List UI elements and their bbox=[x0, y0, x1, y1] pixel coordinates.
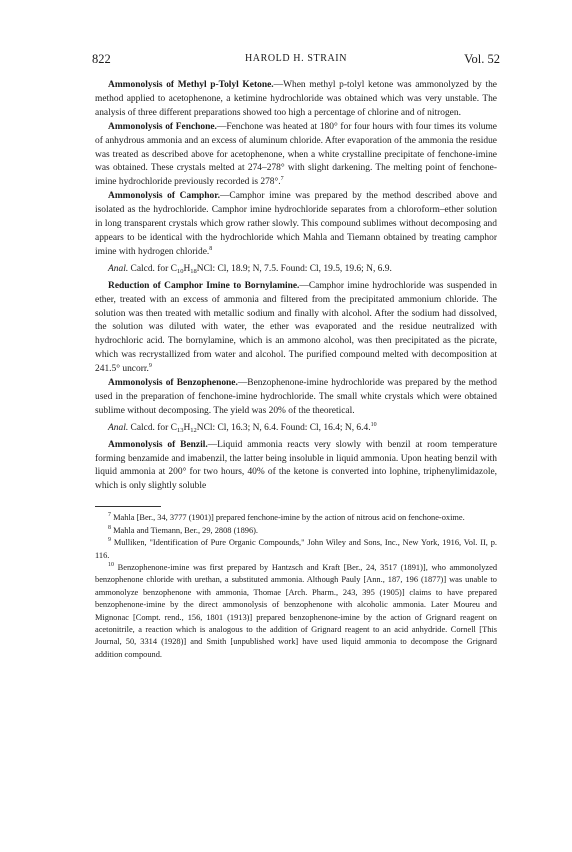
section-heading: Ammonolysis of Methyl p-Tolyl Ketone. bbox=[108, 80, 274, 90]
formula-part: H bbox=[183, 263, 191, 274]
page-number: 822 bbox=[92, 52, 111, 66]
footnote-ref: 9 bbox=[148, 363, 152, 370]
footnote-ref: 8 bbox=[209, 245, 213, 252]
footnote-ref: 7 bbox=[280, 176, 284, 183]
anal-label: Anal. bbox=[108, 263, 129, 274]
section-heading: Ammonolysis of Camphor. bbox=[108, 191, 220, 202]
footnote-divider bbox=[95, 506, 161, 507]
calcd-text: Calcd. for C bbox=[130, 422, 177, 433]
footnote-number: 7 bbox=[108, 512, 111, 519]
paragraph-bornylamine bbox=[95, 280, 497, 377]
paragraph-text: —Benzophenone-imine hydrochloride was prepared by the method used in the preparation of fenchone-imine hydrochloride. The small white crystals which were obtained sublime without decomposing. The yield was 20% of the theoretical. bbox=[95, 378, 497, 416]
footnote-10 bbox=[95, 562, 497, 661]
paragraph-text: —Camphor imine hydrochloride was suspended in ether, treated with an excess of ammonia and filtered from the precipitated ammonium chloride. The solution was then treated with metallic sodium and finally with alcohol. After the sodium had dissolved, the solution was diluted with water, the ether was evaporated and the residue neutralized with hydrochloric acid. The bornylamine, which is an ammono alcohol, was then precipitated as the picrate, which was recrystallized from water and alcohol. The purified compound melted with decomposition at 241.5° uncorr. bbox=[95, 280, 497, 375]
paragraph-text: —Camphor imine was prepared by the method described above and isolated as the hydrochloride. Camphor imine hydrochloride separates from a chloroform–ether solution in long transparent crystals which grow rather slowly. This compound sublimes without decomposing and appears to be identical with the hydrochloride which Mahla and Tiemann obtained by treating camphor imine with hydrogen chloride. bbox=[95, 191, 498, 257]
formula-part: H bbox=[183, 422, 191, 433]
section-heading: Reduction of Camphor Imine to Bornylamine. bbox=[108, 280, 300, 291]
journal-page bbox=[92, 52, 500, 661]
paragraph-text: —When methyl p-tolyl ketone was ammonolyzed by the method applied to acetophenone, a ketimine hydrochloride was obtained which was very unstable. The analysis of three different preparations showed too high a percentage of chlorine and of nitrogen. bbox=[95, 80, 497, 118]
footnote-text: Benzophenone-imine was first prepared by Hantzsch and Kraft [Ber., 24, 3517 (1891)], who ammonolyzed benzophenone chloride with urethan, a substituted ammonia. Although Pauly [Ann., 187, 196 (1877)] was unable to ammonolyze benzophenone with ammonia, Thomae [Arch. Pharm., 243, 395 (1905)] claims to have prepared benzophenone-imine by the direct ammonolysis of benzophenone with alcoholic ammonia. Later Moureu and Mignonac [Compt. rend., 156, 1801 (1913)] prepared benzophenone-imine by the action of Grignard reagent on acetonitrile, a reaction which is analogous to the addition of Grignard reagent to an acid anhydride. Cornell [This Journal, 50, 3314 (1928)] and Smith [unpublished work] have used liquid ammonia to decompose the Grignard addition compound. bbox=[95, 562, 498, 659]
footnote-number: 9 bbox=[108, 537, 111, 544]
paragraph-fenchone bbox=[95, 121, 497, 191]
footnote-7 bbox=[95, 512, 497, 524]
paragraph-benzophenone bbox=[95, 377, 497, 419]
footnote-text: Mulliken, "Identification of Pure Organic Compounds," John Wiley and Sons, Inc., New York, 1916, Vol. II, p. 116. bbox=[95, 538, 498, 560]
subscript: 12 bbox=[190, 426, 197, 434]
formula-part: NCl: Cl, 16.3; N, 6.4. Found: Cl, 16.4; N, 6.4. bbox=[196, 422, 371, 433]
formula-part: NCl: Cl, 18.9; N, 7.5. Found: Cl, 19.5, 19.6; N, 6.9. bbox=[196, 263, 392, 274]
section-heading: Ammonolysis of Fenchone. bbox=[108, 121, 217, 132]
volume-label: Vol. 52 bbox=[464, 52, 500, 66]
analysis-camphor-imine bbox=[95, 263, 497, 277]
paragraph-benzil bbox=[95, 439, 497, 495]
footnote-ref: 10 bbox=[370, 421, 377, 428]
paragraph-methyl-p-tolyl-ketone bbox=[95, 79, 497, 121]
subscript: 10 bbox=[176, 267, 184, 275]
footnote-text: Mahla and Tiemann, Ber., 29, 2808 (1896). bbox=[113, 525, 259, 535]
analysis-benzophenone-imine bbox=[95, 422, 497, 436]
footnote-9 bbox=[95, 537, 497, 562]
subscript: 13 bbox=[176, 426, 184, 434]
section-heading: Ammonolysis of Benzophenone. bbox=[108, 378, 238, 389]
footnote-text: Mahla [Ber., 34, 3777 (1901)] prepared fenchone-imine by the action of nitrous acid on fenchone-oxime. bbox=[113, 513, 465, 523]
subscript: 18 bbox=[190, 267, 197, 275]
section-heading: Ammonolysis of Benzil. bbox=[108, 439, 208, 450]
calcd-text: Calcd. for C bbox=[130, 263, 177, 274]
running-header bbox=[92, 52, 500, 70]
anal-label: Anal. bbox=[108, 422, 129, 433]
footnote-number: 10 bbox=[108, 561, 114, 568]
footnote-8 bbox=[95, 525, 497, 537]
paragraph-camphor bbox=[95, 190, 497, 260]
footnotes bbox=[95, 512, 497, 661]
paragraph-text: —Liquid ammonia reacts very slowly with benzil at room temperature forming benzamide and imabenzil, the latter being insoluble in liquid ammonia. Upon heating benzil with liquid ammonia at 200° for two hours, 40% of the ketone is converted into lophine, triphenylimidazole, which is only slightly soluble bbox=[95, 439, 498, 492]
footnote-number: 8 bbox=[108, 524, 111, 531]
article-body bbox=[95, 79, 497, 494]
paragraph-text: —Fenchone was heated at 180° for four hours with four times its volume of anhydrous ammonia and an excess of aluminum chloride. After evaporation of the ammonia the residue was treated as described above for acetophenone, when a white crystalline precipitate of fenchone-imine was obtained. These crystals melted at 274–278° with slight darkening. The melting point of fenchone-imine hydrochloride previously recorded is 278°. bbox=[95, 121, 497, 188]
running-title-author: HAROLD H. STRAIN bbox=[244, 53, 348, 64]
